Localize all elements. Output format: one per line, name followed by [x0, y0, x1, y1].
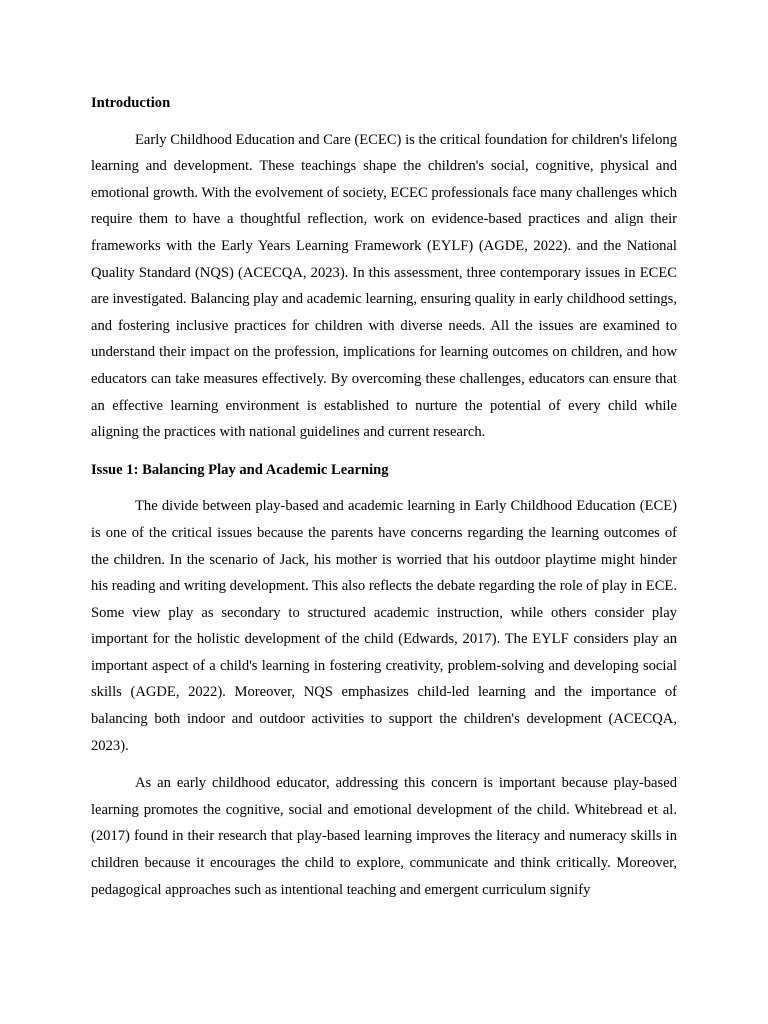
document-body: [91, 90, 677, 903]
paragraph-issue-1-b: As an early childhood educator, addressing this concern is important because play-based learning promotes the cognitive, social and emotional development of the child. Whitebread et al. (2017) found in their research that play-based learning improves the literacy and numeracy skills in children because it encourages the child to explore, communicate and think critically. Moreover, pedagogical approaches such as intentional teaching and emergent curriculum signify: [91, 775, 677, 898]
section-heading-introduction: Introduction: [91, 95, 171, 111]
paragraph-introduction: Early Childhood Education and Care (ECEC) is the critical foundation for children's lifelong learning and development. These teachings shape the children's social, cognitive, physical and emotional growth. With the evolvement of society, ECEC professionals face many challenges which require them to have a thoughtful reflection, work on evidence-based practices and align their frameworks with the Early Years Learning Framework (EYLF) (AGDE, 2022). and the National Quality Standard (NQS) (ACECQA, 2023). In this assessment, three contemporary issues in ECEC are investigated. Balancing play and academic learning, ensuring quality in early childhood settings, and fostering inclusive practices for children with diverse needs. All the issues are examined to understand their impact on the profession, implications for learning outcomes on children, and how educators can take measures effectively. By overcoming these challenges, educators can ensure that an effective learning environment is established to nurture the potential of every child while aligning the practices with national guidelines and current research.: [91, 131, 677, 441]
section-heading-issue-1: Issue 1: Balancing Play and Academic Learning: [91, 461, 389, 478]
paragraph-issue-1-a: The divide between play-based and academic learning in Early Childhood Education (ECE) is one of the critical issues because the parents have concerns regarding the learning outcomes of the children. In the scenario of Jack, his mother is worried that his outdoor playtime might hinder his reading and writing development. This also reflects the debate regarding the role of play in ECE. Some view play as secondary to structured academic instruction, while others consider play important for the holistic development of the child (Edwards, 2017). The EYLF considers play an important aspect of a child's learning in fostering creativity, problem-solving and developing social skills (AGDE, 2022). Moreover, NQS emphasizes child-led learning and the importance of balancing both indoor and outdoor activities to support the children's development (ACECQA, 2023).: [91, 498, 677, 754]
